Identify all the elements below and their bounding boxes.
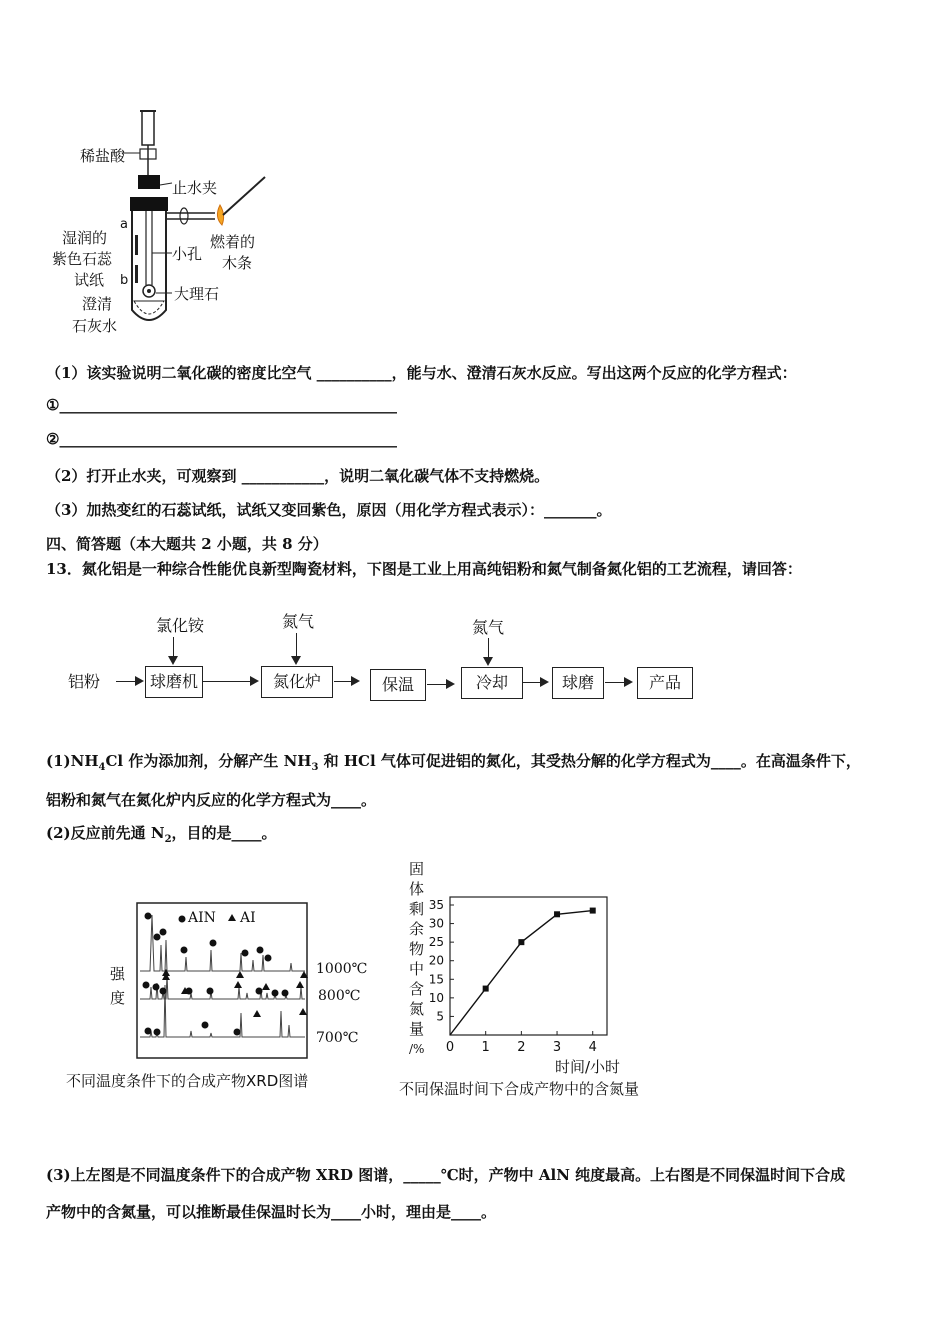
label-marble: 大理石 bbox=[174, 285, 220, 303]
q13-p1c: 和 HCl 气体可促进铝的氮化，其受热分解的化学方程式为____。在高温条件下， bbox=[318, 752, 861, 770]
flow-arrow bbox=[488, 638, 489, 664]
flow-input-n2-2: 氮气 bbox=[472, 618, 505, 637]
chart-ylabel-char: 剩 bbox=[409, 900, 425, 918]
label-a: a bbox=[120, 217, 128, 232]
flow-input-n2-1: 氮气 bbox=[282, 612, 315, 631]
label-lime-2: 石灰水 bbox=[72, 317, 118, 335]
q13-part3-line2: 产物中的含氮量，可以推断最佳保温时长为____小时，理由是____。 bbox=[46, 1203, 497, 1221]
q13-p2b: ，目的是____。 bbox=[171, 824, 277, 842]
label-b: b bbox=[120, 273, 129, 288]
label-wet-1: 湿润的 bbox=[62, 229, 108, 247]
flow-arrow bbox=[173, 637, 174, 663]
label-wet-2: 紫色石蕊 bbox=[52, 250, 113, 268]
q1-line1: （1）该实验说明二氧化碳的密度比空气 __________，能与水、澄清石灰水反应。写出这两个反应的化学方程式： bbox=[46, 364, 797, 382]
flow-arrow bbox=[523, 682, 547, 683]
chart-ylabel-char: 含 bbox=[409, 980, 425, 998]
chart-ylabel-char: 中 bbox=[409, 960, 425, 978]
q13-p1a: (1)NH bbox=[46, 752, 99, 770]
q1-line2: （2）打开止水夹，可观察到 ___________，说明二氧化碳气体不支持燃烧。 bbox=[46, 467, 550, 485]
flow-box-nitriding-furnace: 氮化炉 bbox=[261, 666, 333, 698]
xrd-caption: 不同温度条件下的合成产物XRD图谱 bbox=[66, 1072, 309, 1090]
label-acid: 稀盐酸 bbox=[80, 147, 126, 165]
label-burning-2: 木条 bbox=[222, 254, 253, 272]
flow-arrow bbox=[427, 684, 453, 685]
flow-box-ballmill: 球磨机 bbox=[145, 666, 203, 698]
y-tick-label: 15 bbox=[428, 972, 444, 987]
xrd-figure bbox=[60, 895, 380, 1095]
chart-ylabel-char: 体 bbox=[409, 880, 425, 898]
y-tick-label: 35 bbox=[428, 898, 444, 912]
q13-p2-sub: 2 bbox=[164, 834, 172, 845]
chart-plot-area bbox=[395, 855, 715, 1075]
flow-arrow bbox=[116, 681, 142, 682]
chart-ylabel-char: 固 bbox=[409, 860, 425, 878]
xrd-ylabel-1: 强 bbox=[110, 965, 126, 983]
data-point bbox=[483, 986, 489, 992]
q1-blank2: ②_____________________________________________ bbox=[46, 430, 397, 448]
y-tick-label: 5 bbox=[436, 1009, 444, 1024]
chart-ylabel-char: 物 bbox=[409, 940, 425, 958]
y-tick-label: 30 bbox=[428, 916, 444, 931]
flow-box-product: 产品 bbox=[637, 667, 693, 699]
y-tick-label: 20 bbox=[428, 953, 444, 968]
xrd-temp-700: 700℃ bbox=[316, 1030, 359, 1046]
label-burning-1: 燃着的 bbox=[210, 233, 256, 251]
chart-ylabel-char: 氮 bbox=[409, 1000, 425, 1018]
chart-ylabel-char: /% bbox=[409, 1042, 425, 1056]
flow-input-nh4cl: 氯化铵 bbox=[156, 616, 205, 635]
q1-blank1: ①_____________________________________________ bbox=[46, 396, 397, 414]
x-tick-label: 3 bbox=[552, 1040, 562, 1055]
chart-frame bbox=[450, 897, 607, 1035]
chart-caption: 不同保温时间下合成产物中的含氮量 bbox=[399, 1080, 640, 1098]
data-point bbox=[590, 908, 596, 914]
flow-box-insulation: 保温 bbox=[370, 669, 426, 701]
y-tick-label: 25 bbox=[428, 935, 444, 950]
chart-ylabel-char: 余 bbox=[409, 920, 425, 938]
label-clamp: 止水夹 bbox=[172, 179, 218, 197]
q13-p1a-sub: 4 bbox=[98, 762, 106, 773]
flow-arrow bbox=[296, 633, 297, 663]
q13-part1-line2: 铝粉和氮气在氮化炉内反应的化学方程式为____。 bbox=[46, 791, 377, 809]
flow-box-cooling: 冷却 bbox=[461, 667, 523, 699]
label-lime-1: 澄清 bbox=[82, 295, 113, 313]
data-point bbox=[554, 911, 560, 917]
xrd-ylabel-2: 度 bbox=[110, 989, 126, 1007]
data-point bbox=[518, 939, 524, 945]
x-tick-label: 4 bbox=[588, 1040, 597, 1055]
x-tick-label: 2 bbox=[517, 1040, 526, 1055]
y-tick-label: 10 bbox=[428, 990, 444, 1005]
series-line bbox=[450, 911, 593, 1035]
q1-line3: （3）加热变红的石蕊试纸，试纸又变回紫色，原因（用化学方程式表示）：_______。 bbox=[46, 501, 612, 519]
chart-xlabel: 时间/小时 bbox=[555, 1058, 621, 1076]
q13-part2 bbox=[46, 822, 277, 845]
xrd-legend-al: AI bbox=[240, 910, 256, 926]
flow-arrow bbox=[334, 681, 358, 682]
q13-stem: 13．氮化铝是一种综合性能优良新型陶瓷材料，下图是工业上用高纯铝粉和氮气制备氮化铝的工艺流程，请回答： bbox=[46, 560, 802, 578]
flow-arrow bbox=[605, 682, 631, 683]
xrd-legend-aln: AIN bbox=[188, 910, 216, 926]
nitrogen-chart bbox=[395, 855, 715, 1105]
apparatus-figure bbox=[52, 105, 290, 345]
xrd-temp-800: 800℃ bbox=[318, 988, 361, 1004]
label-hole: 小孔 bbox=[172, 245, 203, 263]
section4-heading: 四、简答题（本大题共 2 小题，共 8 分） bbox=[46, 535, 328, 553]
q13-part1-line1 bbox=[46, 750, 861, 773]
flow-start: 铝粉 bbox=[68, 672, 101, 691]
process-flow bbox=[60, 605, 710, 705]
xrd-temp-1000: 1000℃ bbox=[316, 961, 368, 977]
flow-box-grinding: 球磨 bbox=[552, 667, 604, 699]
q13-p1b: Cl 作为添加剂，分解产生 NH bbox=[105, 752, 312, 770]
label-wet-3: 试纸 bbox=[74, 271, 105, 289]
q13-p1b-sub: 3 bbox=[311, 762, 319, 773]
x-tick-label: 1 bbox=[481, 1040, 490, 1055]
x-tick-label: 0 bbox=[445, 1040, 455, 1055]
q13-p2a: (2)反应前先通 N bbox=[46, 824, 165, 842]
chart-ylabel-char: 量 bbox=[409, 1020, 425, 1038]
q13-part3-line1: (3)上左图是不同温度条件下的合成产物 XRD 图谱，_____℃时，产物中 AlN 纯度最高。上右图是不同保温时间下合成 bbox=[46, 1166, 846, 1184]
flow-arrow bbox=[203, 681, 257, 682]
